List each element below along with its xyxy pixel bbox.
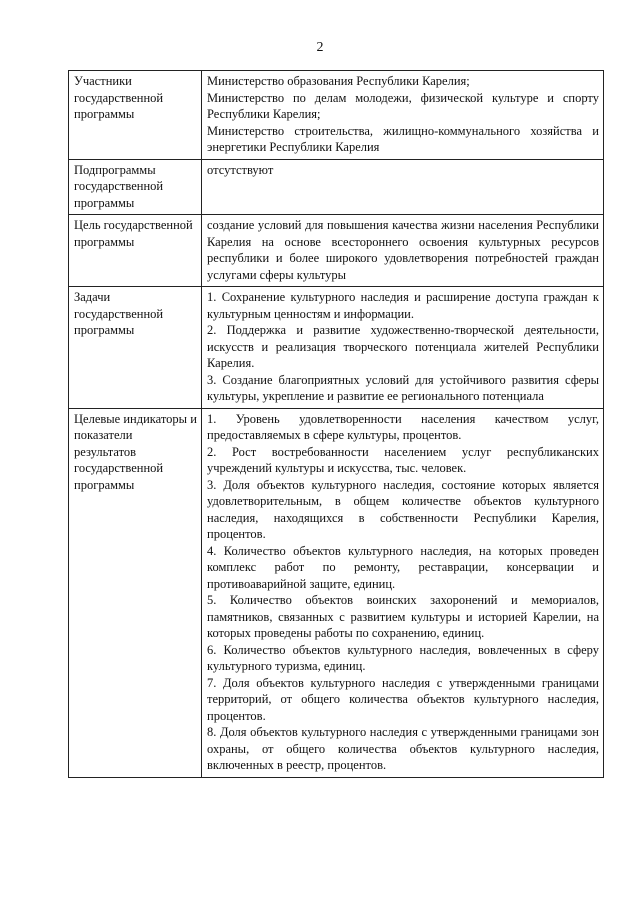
row-value-paragraph: 3. Создание благоприятных условий для устойчивого развития сферы культуры, укрепление и развитие ее регионального потенциала: [207, 372, 599, 403]
row-value-paragraph: 1. Сохранение культурного наследия и расширение доступа граждан к культурным ценностям и информации.: [207, 290, 599, 321]
table-row: [69, 408, 604, 777]
row-value-paragraph: отсутствуют: [207, 162, 274, 177]
row-label-cell: [69, 408, 202, 777]
row-value-paragraph: Министерство образования Республики Карелия;: [207, 74, 470, 88]
row-value-paragraph: 1. Уровень удовлетворенности населения качеством услуг, предоставляемых в сфере культуры, процентов.: [207, 411, 599, 442]
program-passport-table: [68, 70, 604, 778]
table-row: [69, 215, 604, 287]
row-value-paragraph: 3. Доля объектов культурного наследия, состояние которых является удовлетворительным, в общем количестве объектов культурного наследия, находящихся в собственности Республики Карелия, процентов.: [207, 477, 599, 541]
row-value-paragraph: Министерство по делам молодежи, физической культуре и спорту Республики Карелия;: [207, 90, 599, 121]
row-value-paragraph: 5. Количество объектов воинских захоронений и мемориалов, памятников, связанных с развитием культуры и историей Карелии, на которых проведены работы по сохранению, единиц.: [207, 593, 599, 640]
row-value-cell: [202, 287, 604, 409]
row-value-paragraph: 6. Количество объектов культурного наследия, вовлеченных в сферу культурного туризма, единиц.: [207, 642, 599, 673]
row-value-cell: [202, 215, 604, 287]
table-row: [69, 287, 604, 409]
row-value-paragraph: 2. Рост востребованности населением услуг республиканских учреждений культуры и искусства, тыс. человек.: [207, 444, 599, 475]
row-label: Цель государственной программы: [74, 218, 193, 249]
table-row: [69, 159, 604, 215]
row-label: Целевые индикаторы и показатели результатов государственной программы: [74, 411, 197, 492]
row-value-cell: [202, 408, 604, 777]
row-label: Подпрограммы государственной программы: [74, 162, 164, 210]
page-number: 2: [316, 40, 324, 55]
row-label: Участники государственной программы: [74, 74, 164, 121]
row-value-paragraph: 2. Поддержка и развитие художественно-творческой деятельности, искусств и реализация творческого потенциала жителей Республики Карелия.: [207, 323, 599, 370]
row-label-cell: [69, 71, 202, 160]
row-label-cell: [69, 287, 202, 409]
row-label: Задачи государственной программы: [74, 290, 164, 337]
row-value-paragraph: 8. Доля объектов культурного наследия с утвержденными границами зон охраны, от общего количества объектов культурного наследия, включенных в реестр, процентов.: [207, 725, 599, 772]
row-value-paragraph: 4. Количество объектов культурного наследия, на которых проведен комплекс работ по ремонту, реставрации, консервации и противоаварийной защите, единиц.: [207, 543, 599, 591]
row-value-paragraph: 7. Доля объектов культурного наследия с утвержденными границами территорий, от общего количества объектов культурного наследия, процентов.: [207, 675, 599, 723]
table-row: [69, 71, 604, 160]
row-label-cell: [69, 159, 202, 215]
row-label-cell: [69, 215, 202, 287]
row-value-cell: [202, 71, 604, 160]
row-value-cell: [202, 159, 604, 215]
row-value-paragraph: создание условий для повышения качества жизни населения Республики Карелия на основе всестороннего освоения культурных ресурсов республики и более широкого удовлетворения потребностей граждан услугами сферы культуры: [207, 218, 599, 282]
row-value-paragraph: Министерство строительства, жилищно-коммунального хозяйства и энергетики Республики Карелия: [207, 123, 599, 154]
